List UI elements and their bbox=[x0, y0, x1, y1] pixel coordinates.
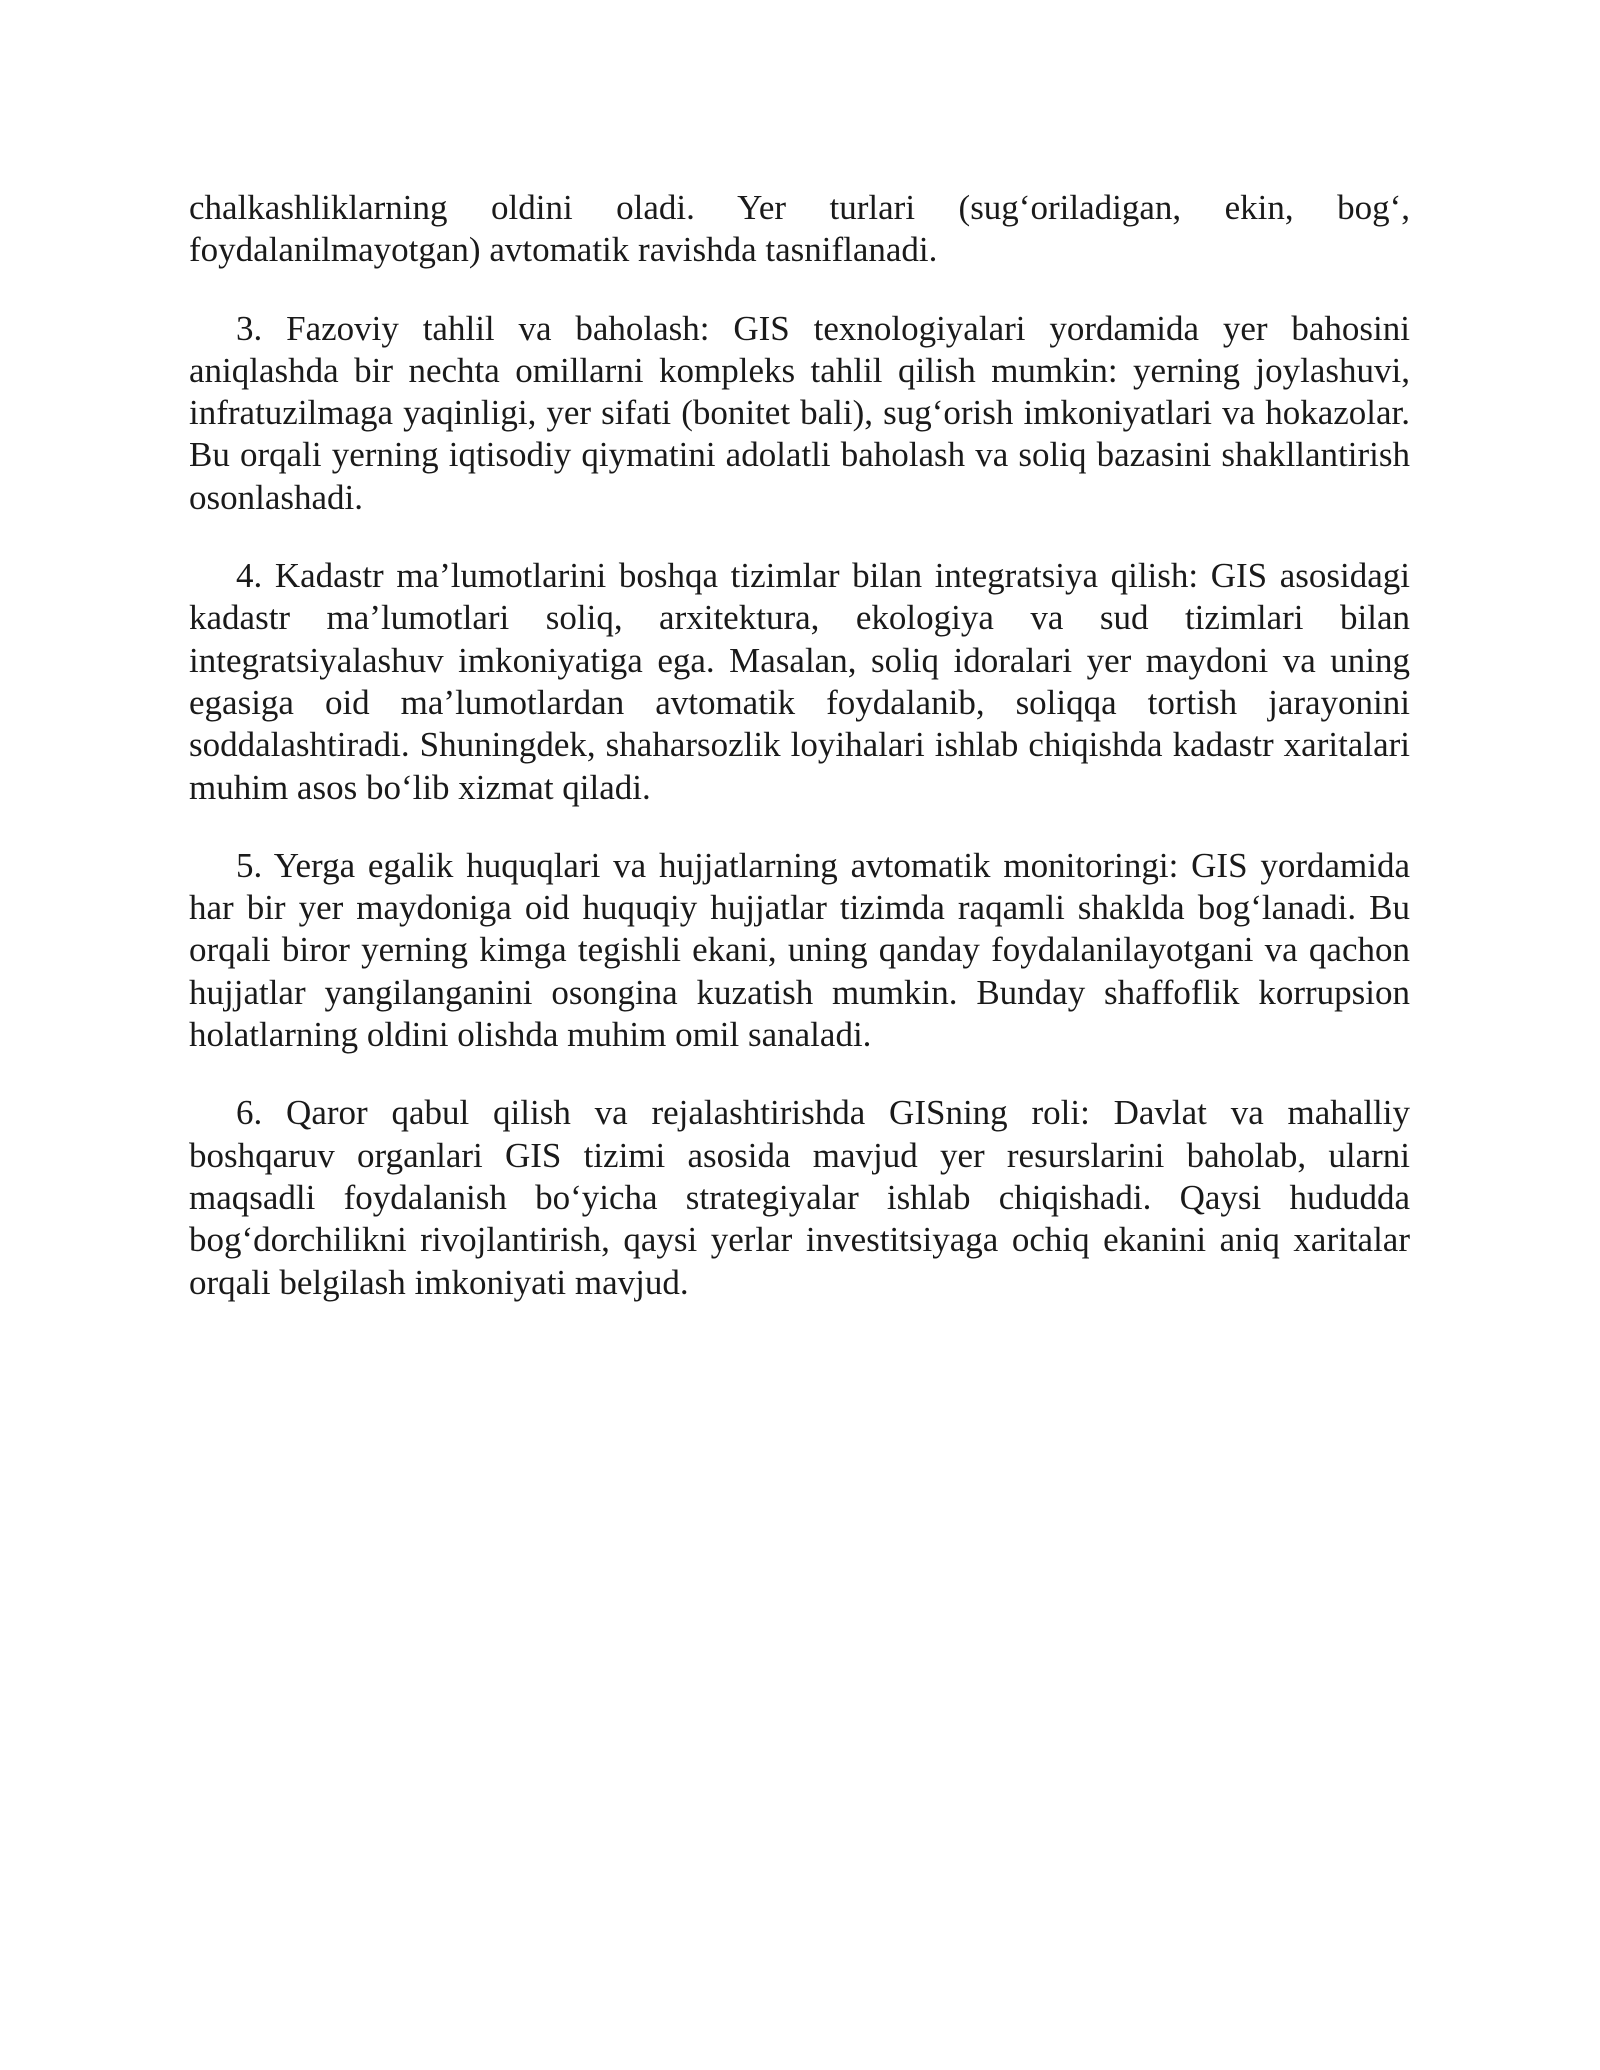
paragraph-decision-making: 6. Qaror qabul qilish va rejalashtirishda GISning roli: Davlat va mahalliy boshqaruv organlari GIS tizimi asosida mavjud yer resurslarini baholab, ularni maqsadli foydalanish bo‘yicha strategiyalar ishlab chiqishadi. Qaysi hududda bog‘dorchilikni rivojlantirish, qaysi yerlar investitsiyaga ochiq ekanini aniq xaritalar orqali belgilash imkoniyati mavjud. bbox=[189, 1093, 1410, 1302]
paragraph-spatial-analysis: 3. Fazoviy tahlil va baholash: GIS texnologiyalari yordamida yer bahosini aniqlashda bir nechta omillarni kompleks tahlil qilish mumkin: yerning joylashuvi, infratuzilmaga yaqinligi, yer sifati (bonitet bali), sug‘orish imkoniyatlari va hokazolar. Bu orqali yerning iqtisodiy qiymatini adolatli baholash va soliq bazasini shakllantirish osonlashadi. bbox=[189, 308, 1410, 517]
paragraph-ownership-monitoring: 5. Yerga egalik huquqlari va hujjatlarning avtomatik monitoringi: GIS yordamida har bir yer maydoniga oid huquqiy hujjatlar tizimda raqamli shaklda bog‘lanadi. Bu orqali biror yerning kimga tegishli ekani, uning qanday foydalanilayotgani va qachon hujjatlar yangilanganini osongina kuzatish mumkin. Bunday shaffoflik korrupsion holatlarning oldini olishda muhim omil sanaladi. bbox=[189, 845, 1410, 1055]
document-body bbox=[189, 187, 1410, 1340]
paragraph-cadastre-integration: 4. Kadastr ma’lumotlarini boshqa tizimlar bilan integratsiya qilish: GIS asosidagi kadastr ma’lumotlari soliq, arxitektura, ekologiya va sud tizimlari bilan integratsiyalashuv imkoniyatiga ega. Masalan, soliq idoralari yer maydoni va uning egasiga oid ma’lumotlardan avtomatik foydalanib, soliqqa tortish jarayonini soddalashtiradi. Shuningdek, shaharsozlik loyihalari ishlab chiqishda kadastr xaritalari muhim asos bo‘lib xizmat qiladi. bbox=[189, 556, 1410, 807]
paragraph-continuation: chalkashliklarning oldini oladi. Yer turlari (sug‘oriladigan, ekin, bog‘, foydalanilmayotgan) avtomatik ravishda tasniflanadi. bbox=[189, 188, 1410, 270]
